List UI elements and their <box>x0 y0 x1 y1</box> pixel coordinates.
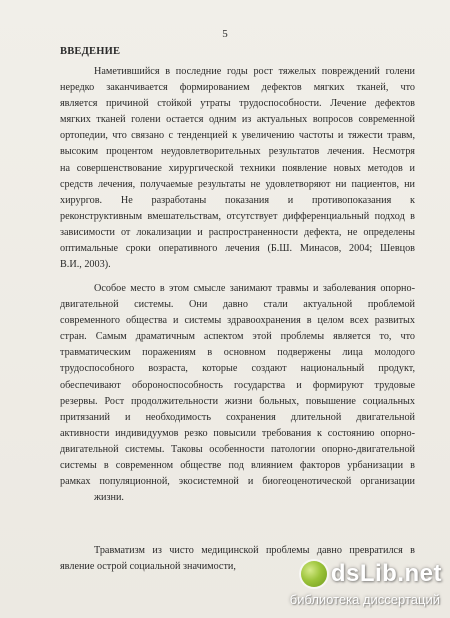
text-line: притязаний и необходимость сохранения длительной двигательной <box>60 411 415 423</box>
text-line: двигательной системы. Они давно стали актуальной проблемой <box>60 299 415 311</box>
paragraph-2 <box>60 281 415 506</box>
section-title: ВВЕДЕНИЕ <box>60 46 121 57</box>
text-line: травматическим поражениям в основном подвержены лица молодого <box>60 347 415 359</box>
text-line: средств лечения, получаемые результаты не удовлетворяют ни пациентов, ни <box>60 178 415 190</box>
text-line: рамках популяционной, экосистемной и биогеоценотической организации <box>60 476 415 488</box>
text-line: обеспечивают обороноспособность государства и формируют трудовые <box>60 379 415 391</box>
text-line: современного общества и системы здравоохранения в целом всех развитых <box>60 315 415 327</box>
watermark <box>242 558 442 610</box>
text-line: В.И., 2003). <box>60 259 111 271</box>
text-line: реконструктивным вмешательствам, отсутствует дифференциальный подход в <box>60 210 415 222</box>
page-number: 5 <box>222 28 228 40</box>
text-line: на совершенствование хирургической техники появление новых методов и <box>60 162 415 174</box>
text-line: активности индивидуумов резко повысили требования к состоянию опорно- <box>60 427 415 439</box>
globe-icon <box>301 561 327 587</box>
text-line: жизни. <box>94 492 124 504</box>
watermark-logo <box>242 558 442 590</box>
text-line: резервы. Рост продолжительности жизни больных, повышение социальных <box>60 395 415 407</box>
text-line: явление острой социальной значимости, <box>60 561 236 573</box>
text-line: системы в современном обществе под влиянием факторов урбанизации в <box>60 460 415 472</box>
text-line: является причиной стойкой утраты трудоспособности. Лечение дефектов <box>60 98 415 110</box>
paragraph-1 <box>60 64 415 273</box>
text-line: нередко заканчивается формированием дефектов мягких тканей, что <box>60 82 415 94</box>
text-line: трудоспособного возраста, которые создают национальный продукт, <box>60 363 415 375</box>
text-line: стран. Самым драматичным аспектом этой проблемы является то, что <box>60 331 415 343</box>
text-line: Особое место в этом смысле занимают травмы и заболевания опорно- <box>94 283 415 294</box>
text-line: ортопедии, что связано с тенденцией к увеличению частоты и тяжести травм, <box>60 130 415 142</box>
text-line: зависимости от локализации и распространенности дефекта, не определены <box>60 226 415 238</box>
watermark-logo-text: dsLib.net <box>330 560 442 587</box>
text-line: Травматизм из чисто медицинской проблемы давно превратился в <box>94 545 415 556</box>
text-line: высоким процентом неудовлетворительных результатов лечения. Несмотря <box>60 146 415 158</box>
text-line: оптимальные сроки оперативного лечения (Б.Ш. Минасов, 2004; Шевцов <box>60 243 415 255</box>
text-line: двигательной системы. Таковы особенности патологии опорно-двигательной <box>60 443 415 455</box>
watermark-subtitle: библиотека диссертаций <box>289 592 440 607</box>
text-line: Наметившийся в последние годы рост тяжелых повреждений голени <box>94 66 415 77</box>
text-line: хирургов. Не разработаны показания и противопоказания к <box>60 194 415 206</box>
text-line: мягких тканей голени остается одним из актуальных вопросов современной <box>60 114 415 126</box>
